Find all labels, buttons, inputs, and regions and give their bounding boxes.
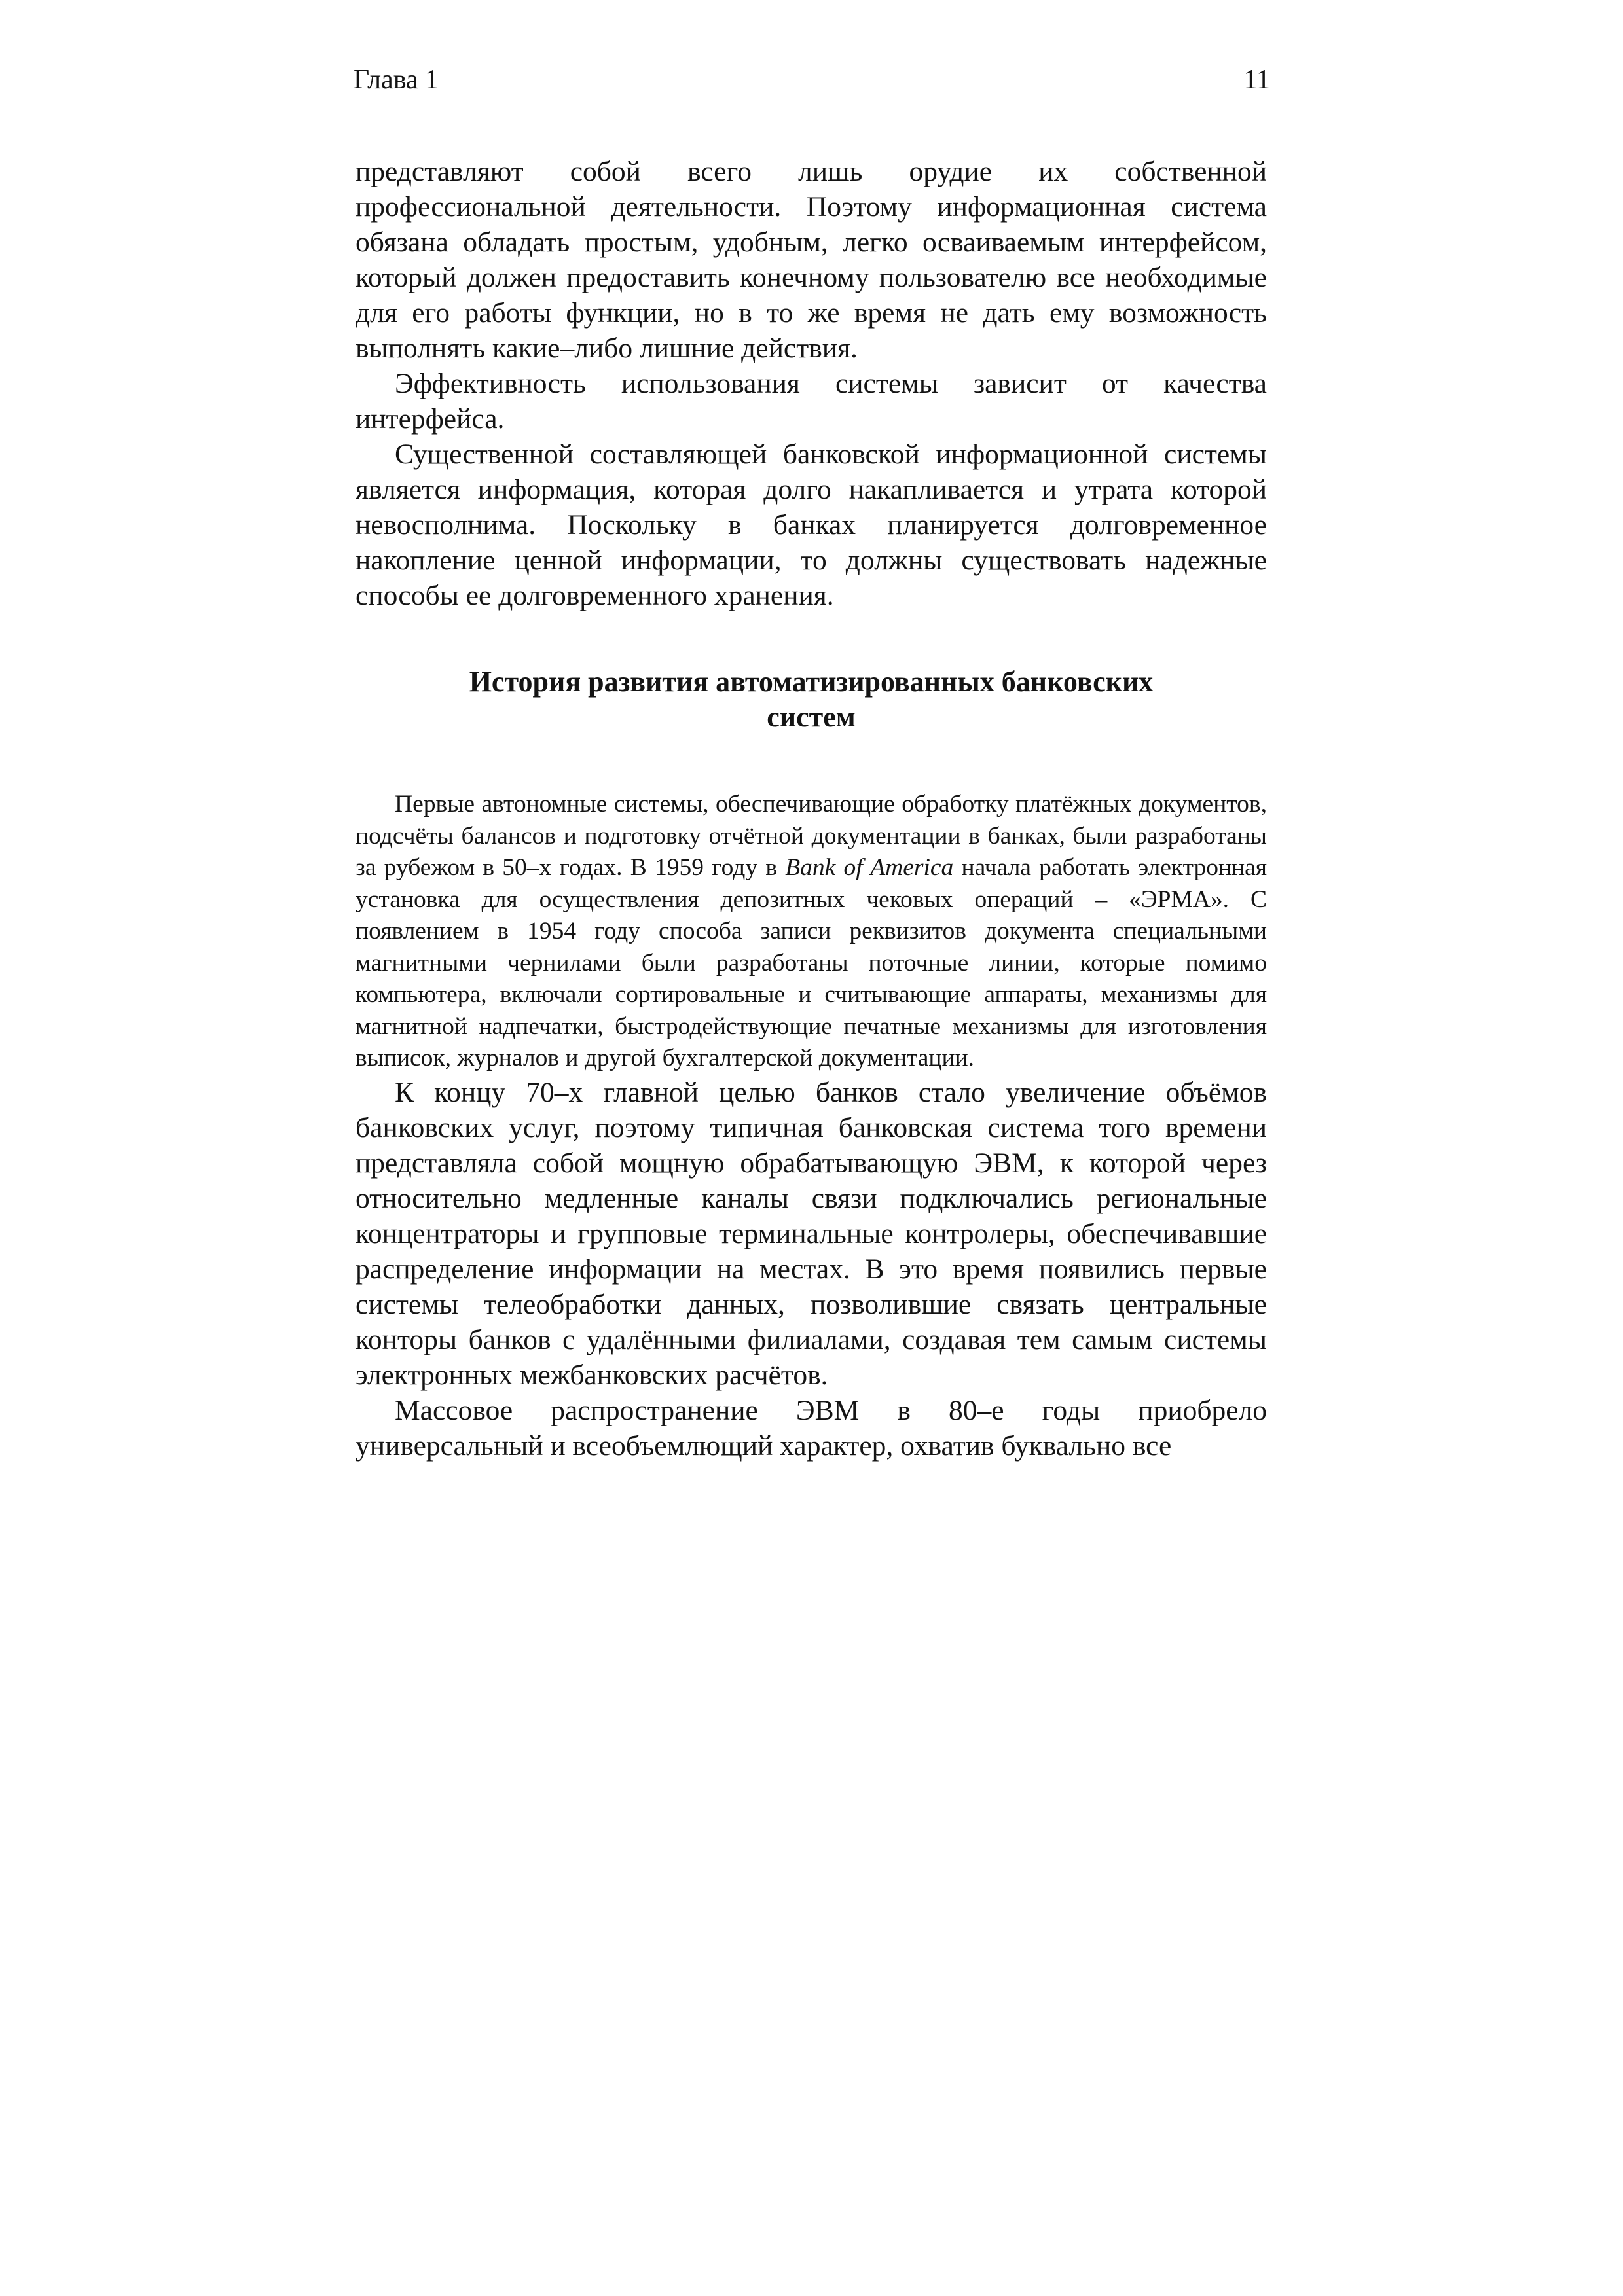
page-number: 11 bbox=[1243, 65, 1270, 95]
history-text-start: Первые автономные системы, обеспечивающие обработку платёжных документов, подсчёты балансов и подготовку отчётной документации в банках, были разработаны за рубежом в 50–х годах. В 1959 году в bbox=[356, 791, 1267, 881]
running-header bbox=[354, 60, 1270, 99]
history-text-end: начала работать электронная установка для осуществления депозитных чековых операций – «ЭРМА». С появлением в 1954 году способа записи реквизитов документа специальными магнитными чернилами были разработаны поточные линии, которые помимо компьютера, включали сортировальные и считывающие аппараты, механизмы для магнитной надпечатки, быстродействующие печатные механизмы для изготовления выписок, журналов и другой бухгалтерской документации. bbox=[356, 854, 1267, 1071]
chapter-label: Глава 1 bbox=[354, 65, 439, 95]
paragraph-information: Существенной составляющей банковской информационной системы является информация, которая долго накапливается и утрата которой невосполнима. Поскольку в банках планируется долговременное накопление ценной информации, то должны существовать надежные способы ее долговременного хранения. bbox=[356, 439, 1267, 611]
paragraph-seventies: К концу 70–х главной целью банков стало увеличение объёмов банковских услуг, поэтому типичная банковская система того времени представляла собой мощную обрабатывающую ЭВМ, к которой через относительно медленные каналы связи подключались региональные концентраторы и групповые терминальные контролеры, обеспечивавшие распределение информации на местах. В это время появились первые системы телеобработки данных, позволившие связать центральные конторы банков с удалёнными филиалами, создавая тем самым системы электронных межбанковских расчётов. bbox=[356, 1076, 1267, 1391]
section-heading bbox=[356, 664, 1267, 735]
page-content bbox=[356, 154, 1267, 1463]
paragraph-eighties: Массовое распространение ЭВМ в 80–е годы приобрело универсальный и всеобъемлющий характер, охватив буквально все bbox=[356, 1394, 1267, 1462]
section-heading-line-2: систем bbox=[767, 701, 856, 733]
paragraph-history-small bbox=[356, 789, 1267, 1075]
bank-of-america-italic: Bank of America bbox=[785, 854, 954, 881]
paragraph-efficiency: Эффективность использования системы зависит от качества интерфейса. bbox=[356, 368, 1267, 435]
section-heading-line-1: История развития автоматизированных банковских bbox=[469, 666, 1154, 698]
paragraph-continuation: представляют собой всего лишь орудие их собственной профессиональной деятельности. Поэтому информационная система обязана обладать простым, удобным, легко осваиваемым интерфейсом, который должен предоставить конечному пользователю все необходимые для его работы функции, но в то же время не дать ему возможность выполнять какие–либо лишние действия. bbox=[356, 156, 1267, 364]
